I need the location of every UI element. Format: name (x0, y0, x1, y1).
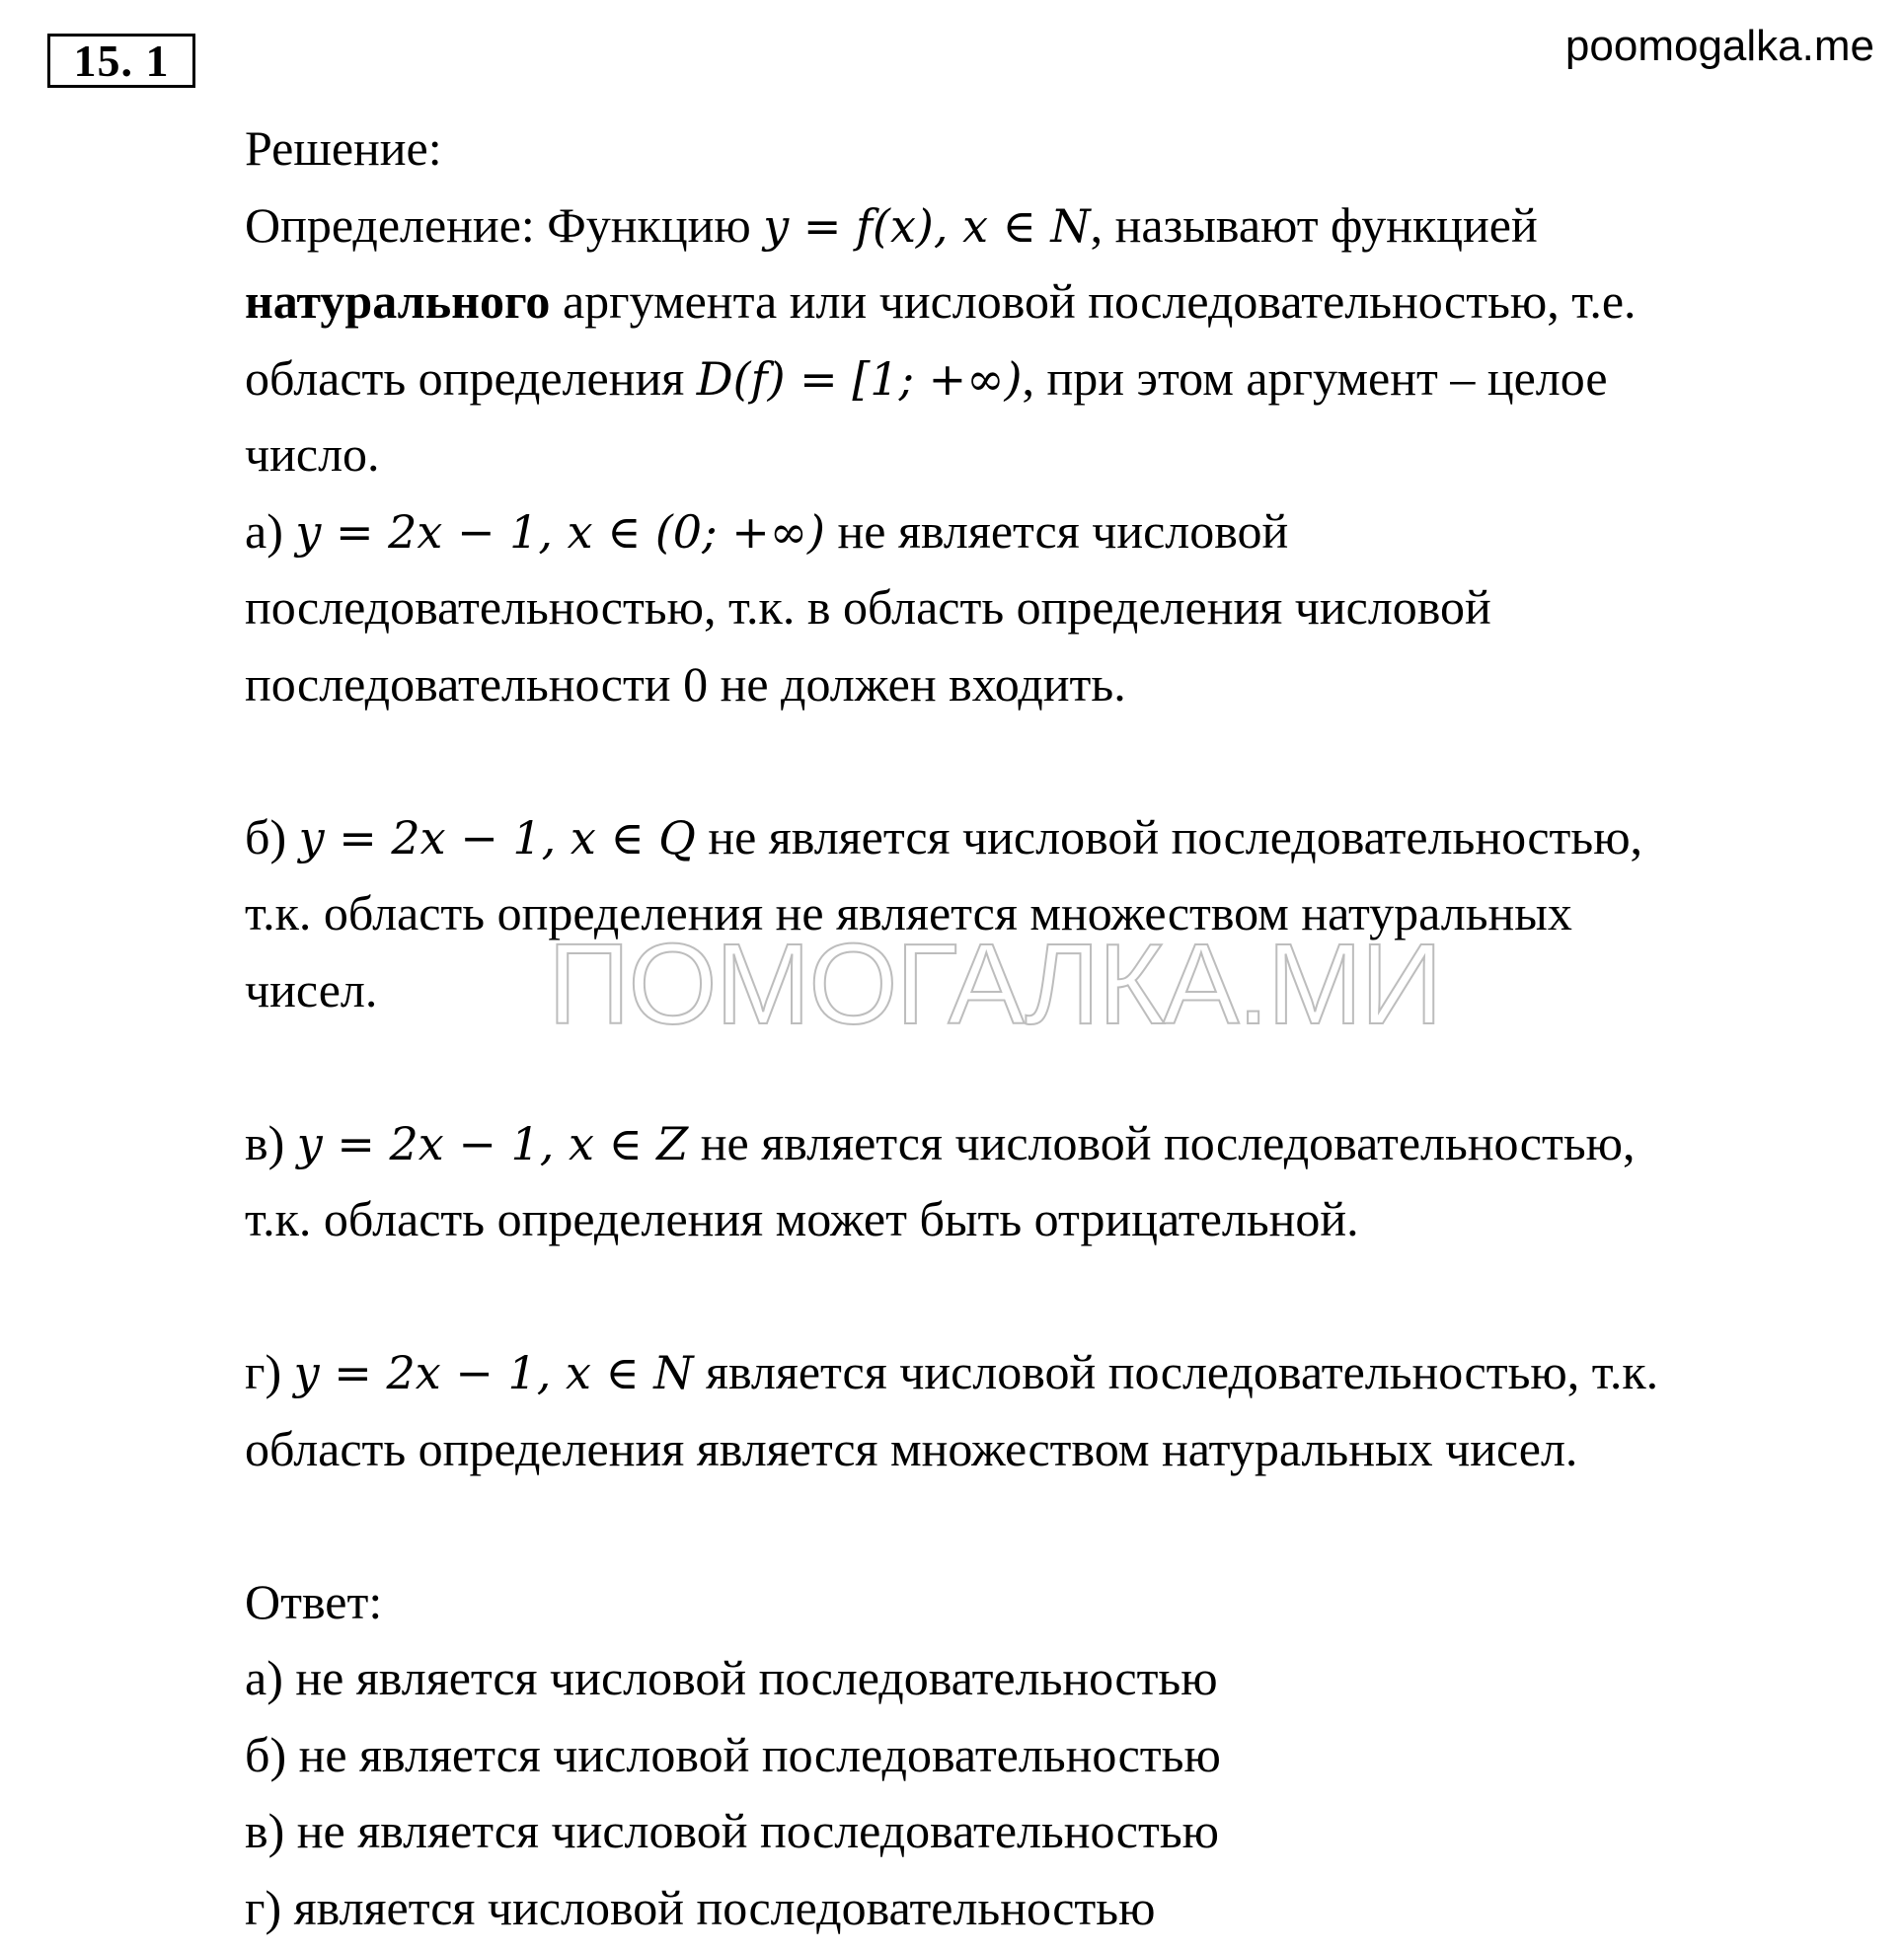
part-v-line-1 (245, 1105, 1883, 1182)
formula: y = f(x), x ∈ N (763, 198, 1091, 253)
solution-heading: Решение: (245, 120, 442, 176)
answer-item: а) не является числовой последовательностью (245, 1650, 1218, 1705)
text: , при этом аргумент – целое (1022, 349, 1608, 406)
part-label: г) (245, 1344, 294, 1399)
part-label: б) (245, 808, 299, 864)
formula: y = 2x − 1, x ∈ N (293, 1346, 694, 1399)
text: область определения (245, 349, 697, 406)
part-g-line-1 (245, 1334, 1883, 1411)
definition-line-1 (245, 188, 1883, 264)
part-g-line-2: область определения является множеством натуральных чисел. (245, 1420, 1578, 1476)
definition-line-4: число. (245, 426, 380, 482)
part-v-line-2: т.к. область определения может быть отрицательной. (245, 1191, 1359, 1246)
part-b-line-2: т.к. область определения не является множеством натуральных (245, 885, 1572, 940)
part-label: а) (245, 502, 296, 559)
part-label: в) (245, 1114, 297, 1170)
site-label: poomogalka.me (1564, 22, 1874, 70)
watermark: ПОМОГАЛКА.МИ (548, 920, 1441, 1048)
spacer (245, 1487, 1883, 1564)
text: аргумента или числовой последовательностью, т.е. (550, 273, 1637, 329)
definition-line-2 (245, 263, 1883, 340)
spacer (245, 1258, 1883, 1335)
text: не является числовой последовательностью, (695, 808, 1643, 864)
part-a-line-1 (245, 493, 1883, 570)
bold-term: натурального (245, 273, 551, 329)
answer-item: б) не является числовой последовательностью (245, 1726, 1221, 1782)
formula: y = 2x − 1, x ∈ Q (298, 810, 696, 864)
task-number: 15. 1 (47, 34, 195, 88)
part-a-line-2: последовательностью, т.к. в область определения числовой (245, 579, 1491, 635)
part-b-line-3: чисел. (245, 961, 378, 1017)
answer-item: г) является числовой последовательностью (245, 1879, 1156, 1935)
text: не является числовой последовательностью, (688, 1114, 1636, 1170)
formula: y = 2x − 1, x ∈ Z (296, 1116, 689, 1170)
spacer (245, 722, 1883, 799)
answer-heading: Ответ: (245, 1573, 383, 1629)
text: является числовой последовательностью, т.к. (693, 1344, 1659, 1399)
formula: D(f) = [1; +∞) (696, 351, 1023, 406)
part-a-line-3: последовательности 0 не должен входить. (245, 655, 1126, 712)
formula: y = 2x − 1, x ∈ (0; +∞) (295, 504, 826, 559)
text: не является числовой (825, 502, 1289, 559)
text: Определение: Функцию (245, 196, 764, 253)
part-b-line-1 (245, 799, 1883, 876)
definition-line-3 (245, 340, 1883, 417)
answer-item: в) не является числовой последовательностью (245, 1803, 1219, 1858)
text: , называют функцией (1090, 196, 1538, 253)
